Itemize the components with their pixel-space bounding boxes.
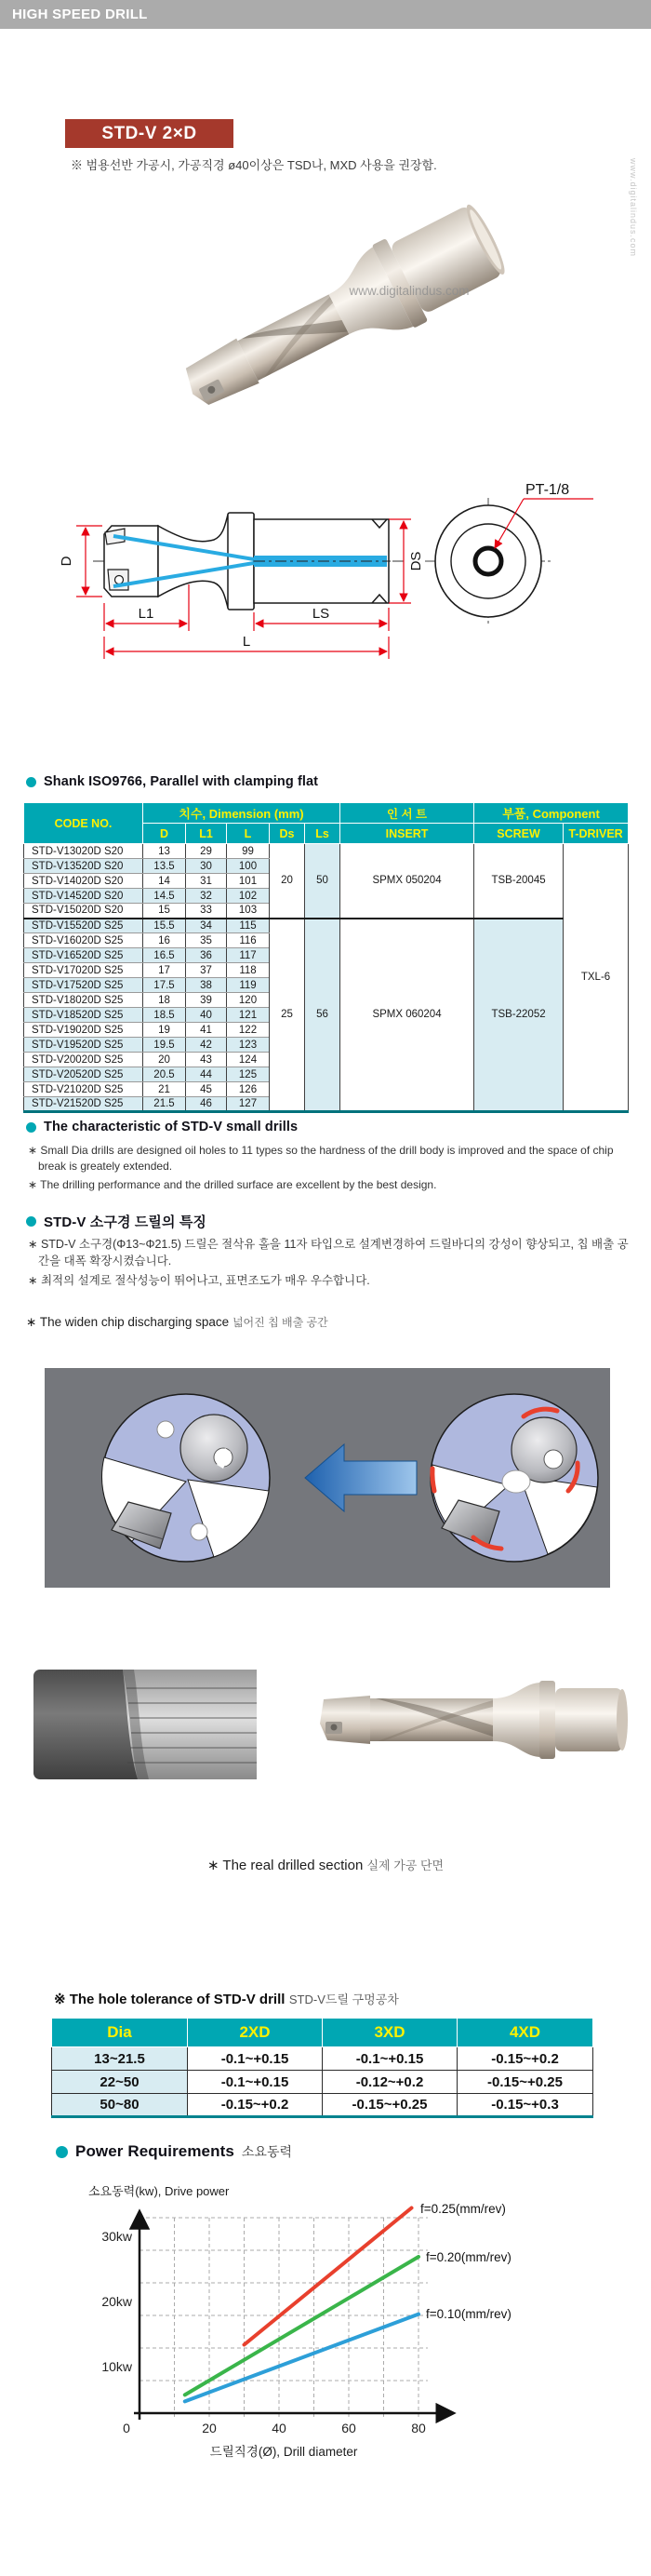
chip-space-caption [26, 1314, 328, 1330]
table-cell: STD-V14020D S20 [24, 874, 143, 889]
bullet-dot-icon [26, 1122, 36, 1133]
table-cell: STD-V21520D S25 [24, 1097, 143, 1112]
table-cell: 127 [227, 1097, 270, 1112]
col-ls: Ls [305, 824, 340, 844]
table-cell: 120 [227, 993, 270, 1008]
features-kr-heading-text: STD-V 소구경 드릴의 특징 [44, 1214, 207, 1230]
table-cell: 19.5 [143, 1038, 186, 1053]
power-chart [56, 2194, 614, 2516]
table-cell: -0.15~+0.25 [323, 2094, 458, 2117]
table-cell: 34 [186, 919, 227, 933]
merged-tdriver-cell: TXL-6 [564, 844, 629, 1112]
merged-ls-cell: 50 [305, 844, 340, 919]
merged-screw-cell: TSB-22052 [474, 919, 564, 1112]
tolerance-heading [54, 1990, 399, 2008]
col-ds: Ds [270, 824, 305, 844]
table-cell: 99 [227, 844, 270, 859]
power-heading-kr: 소요동력 [241, 2144, 293, 2159]
table-cell: 13~21.5 [52, 2047, 188, 2071]
series-label-f010: f=0.10(mm/rev) [426, 2307, 512, 2321]
table-cell: 33 [186, 904, 227, 919]
table-cell: 121 [227, 1008, 270, 1023]
table-cell: 13.5 [143, 859, 186, 874]
disc-new-design [102, 1394, 270, 1562]
table-cell: 36 [186, 948, 227, 963]
col-component-group: 부품, Component [474, 803, 629, 824]
table-row [52, 2071, 593, 2094]
product-badge [65, 119, 233, 148]
table-cell: -0.12~+0.2 [323, 2071, 458, 2094]
table-cell: 103 [227, 904, 270, 919]
tolerance-heading-kr: STD-V드릴 구멍공차 [288, 1992, 399, 2006]
table-cell: 40 [186, 1008, 227, 1023]
table-cell: 16 [143, 933, 186, 948]
col-tdriver: T-DRIVER [564, 824, 629, 844]
table-cell: 21.5 [143, 1097, 186, 1112]
table-cell: -0.1~+0.15 [323, 2047, 458, 2071]
label-ds: DS [408, 551, 424, 571]
spec-table [23, 802, 629, 1113]
watermark-vertical: www.digitalindus.com [629, 158, 638, 258]
bullet-dot-icon [26, 777, 36, 787]
axis-tick-labels [101, 2229, 426, 2435]
usage-note: ※ 범용선반 가공시, 가공직경 ø40이상은 TSD나, MXD 사용을 권장함. [71, 158, 437, 172]
spec-section-heading [26, 774, 318, 789]
table-cell: 126 [227, 1082, 270, 1097]
table-row [52, 2094, 593, 2117]
label-pt: PT-1/8 [525, 482, 570, 498]
table-cell: STD-V21020D S25 [24, 1082, 143, 1097]
table-cell: -0.15~+0.2 [458, 2047, 593, 2071]
merged-screw-cell: TSB-20045 [474, 844, 564, 919]
table-row [52, 2047, 593, 2071]
table-cell: STD-V14520D S20 [24, 889, 143, 904]
bullet-item: ∗ STD-V 소구경(Φ13~Φ21.5) 드릴은 절삭유 홀을 11자 타입으로 설계변경하여 드릴바디의 강성이 향상되고, 칩 배출 공간을 대폭 확장시켰습니다. [28, 1238, 629, 1268]
table-row [24, 844, 629, 859]
power-heading-en: Power Requirements [75, 2142, 234, 2160]
table-cell: 39 [186, 993, 227, 1008]
merged-ds-cell: 20 [270, 844, 305, 919]
col-l: L [227, 824, 270, 844]
table-cell: -0.15~+0.25 [458, 2071, 593, 2094]
drilled-section-photo [33, 1668, 257, 1781]
spec-header-row [24, 803, 629, 824]
table-cell: 21 [143, 1082, 186, 1097]
table-cell: 18 [143, 993, 186, 1008]
table-cell: 16.5 [143, 948, 186, 963]
label-l: L [242, 634, 251, 650]
table-cell: 17 [143, 963, 186, 978]
real-section-caption-kr: 실제 가공 단면 [366, 1858, 445, 1872]
table-cell: 45 [186, 1082, 227, 1097]
table-cell: 102 [227, 889, 270, 904]
x-tick-20: 20 [202, 2421, 217, 2435]
table-cell: 14.5 [143, 889, 186, 904]
col-2xd: 2XD [188, 2019, 323, 2047]
table-cell: 117 [227, 948, 270, 963]
drill-photo-body [169, 195, 513, 431]
x-tick-60: 60 [341, 2421, 356, 2435]
tolerance-heading-en: ※ The hole tolerance of STD-V drill [54, 1992, 286, 2007]
col-d: D [143, 824, 186, 844]
y-tick-20: 20kw [101, 2294, 132, 2309]
bullet-dot-icon [26, 1216, 36, 1227]
table-cell: 124 [227, 1053, 270, 1067]
table-cell: 41 [186, 1023, 227, 1038]
table-cell: 115 [227, 919, 270, 933]
watermark-photo: www.digitalindus.com [349, 284, 470, 298]
table-cell: 32 [186, 889, 227, 904]
col-4xd: 4XD [458, 2019, 593, 2047]
table-cell: 123 [227, 1038, 270, 1053]
table-cell: 29 [186, 844, 227, 859]
label-ls: LS [312, 606, 330, 622]
table-cell: 20 [143, 1053, 186, 1067]
spec-heading-text: Shank ISO9766, Parallel with clamping flat [44, 774, 319, 789]
table-cell: 119 [227, 978, 270, 993]
drill-end-view [425, 498, 551, 624]
table-cell: STD-V15520D S25 [24, 919, 143, 933]
col-insert-kr: 인 서 트 [340, 803, 474, 824]
table-cell: 13 [143, 844, 186, 859]
table-cell: -0.15~+0.2 [188, 2094, 323, 2117]
table-cell: 30 [186, 859, 227, 874]
table-cell: -0.15~+0.3 [458, 2094, 593, 2117]
table-cell: STD-V20520D S25 [24, 1067, 143, 1082]
table-cell: 15.5 [143, 919, 186, 933]
x-tick-80: 80 [411, 2421, 426, 2435]
table-cell: 101 [227, 874, 270, 889]
table-cell: 18.5 [143, 1008, 186, 1023]
table-cell: 20.5 [143, 1067, 186, 1082]
table-cell: STD-V13020D S20 [24, 844, 143, 859]
y-tick-30: 30kw [101, 2229, 132, 2244]
table-cell: 31 [186, 874, 227, 889]
label-l1: L1 [138, 606, 154, 622]
characteristics-bullets [28, 1143, 631, 1196]
col-3xd: 3XD [323, 2019, 458, 2047]
col-l1: L1 [186, 824, 227, 844]
chip-space-caption-en: ∗ The widen chip discharging space [26, 1315, 230, 1329]
table-cell: 42 [186, 1038, 227, 1053]
col-code: CODE NO. [24, 803, 143, 844]
real-section-caption [0, 1856, 651, 1873]
table-cell: 38 [186, 978, 227, 993]
table-cell: 43 [186, 1053, 227, 1067]
table-cell: STD-V18020D S25 [24, 993, 143, 1008]
table-cell: 46 [186, 1097, 227, 1112]
chip-space-figure [45, 1368, 610, 1588]
characteristics-heading [26, 1120, 298, 1134]
col-dimension-group: 치수, Dimension (mm) [143, 803, 340, 824]
table-cell: STD-V16520D S25 [24, 948, 143, 963]
col-insert: INSERT [340, 824, 474, 844]
merged-ds-cell: 25 [270, 919, 305, 1112]
page-header-bar [0, 0, 651, 29]
series-label-f025: f=0.25(mm/rev) [420, 2202, 506, 2216]
col-screw: SCREW [474, 824, 564, 844]
dimension-diagram [19, 454, 632, 682]
bullet-item: ∗ The drilling performance and the drilled surface are excellent by the best design. [28, 1178, 437, 1192]
features-kr-bullets [28, 1237, 631, 1292]
table-cell: STD-V19520D S25 [24, 1038, 143, 1053]
table-cell: 15 [143, 904, 186, 919]
features-kr-heading [26, 1212, 206, 1231]
table-cell: STD-V15020D S20 [24, 904, 143, 919]
real-section-caption-en: ∗ The real drilled section [206, 1858, 364, 1873]
merged-insert-cell: SPMX 060204 [340, 919, 474, 1112]
drill-product-photo-small [316, 1673, 632, 1766]
table-cell: -0.1~+0.15 [188, 2047, 323, 2071]
bullet-item: ∗ Small Dia drills are designed oil holes to 11 types so the hardness of the drill body is improved and the space of chip break is greately extended. [28, 1144, 614, 1174]
x-axis-title: 드릴직경(Ø), Drill diameter [209, 2445, 358, 2459]
product-photo [140, 181, 530, 451]
table-cell: 44 [186, 1067, 227, 1082]
table-cell: STD-V18520D S25 [24, 1008, 143, 1023]
table-cell: 14 [143, 874, 186, 889]
series-label-f020: f=0.20(mm/rev) [426, 2250, 512, 2264]
table-cell: 17.5 [143, 978, 186, 993]
table-cell: STD-V20020D S25 [24, 1053, 143, 1067]
characteristics-heading-text: The characteristic of STD-V small drills [44, 1120, 299, 1134]
tolerance-table [51, 2018, 593, 2118]
table-cell: 35 [186, 933, 227, 948]
page-title: HIGH SPEED DRILL [12, 7, 148, 22]
table-cell: STD-V19020D S25 [24, 1023, 143, 1038]
table-cell: -0.1~+0.15 [188, 2071, 323, 2094]
table-cell: STD-V13520D S20 [24, 859, 143, 874]
bullet-item: ∗ 최적의 설계로 절삭성능이 뛰어나고, 표면조도가 매우 우수합니다. [28, 1273, 370, 1287]
table-cell: STD-V17020D S25 [24, 963, 143, 978]
table-cell: STD-V17520D S25 [24, 978, 143, 993]
chart-grid [140, 2218, 428, 2419]
table-cell: 125 [227, 1067, 270, 1082]
merged-insert-cell: SPMX 050204 [340, 844, 474, 919]
table-cell: 37 [186, 963, 227, 978]
table-cell: 22~50 [52, 2071, 188, 2094]
bullet-dot-icon [56, 2146, 68, 2158]
series-labels [420, 2202, 512, 2321]
table-cell: 50~80 [52, 2094, 188, 2117]
table-row [24, 919, 629, 933]
power-heading [56, 2142, 292, 2161]
table-cell: 118 [227, 963, 270, 978]
tolerance-header-row [52, 2019, 593, 2047]
chip-space-caption-kr: 넓어진 칩 배출 공간 [232, 1316, 328, 1329]
label-d: D [59, 556, 74, 567]
table-cell: STD-V16020D S25 [24, 933, 143, 948]
table-cell: 116 [227, 933, 270, 948]
merged-ls-cell: 56 [305, 919, 340, 1112]
chart-title: 소요동력(kw), Drive power [88, 2184, 230, 2198]
x-tick-40: 40 [272, 2421, 286, 2435]
product-badge-label: STD-V 2×D [101, 123, 197, 143]
x-tick-0: 0 [123, 2421, 130, 2435]
y-tick-10: 10kw [101, 2359, 132, 2374]
table-cell: 122 [227, 1023, 270, 1038]
disc-old-design [431, 1394, 598, 1562]
table-cell: 19 [143, 1023, 186, 1038]
table-cell: 100 [227, 859, 270, 874]
col-dia: Dia [52, 2019, 188, 2047]
